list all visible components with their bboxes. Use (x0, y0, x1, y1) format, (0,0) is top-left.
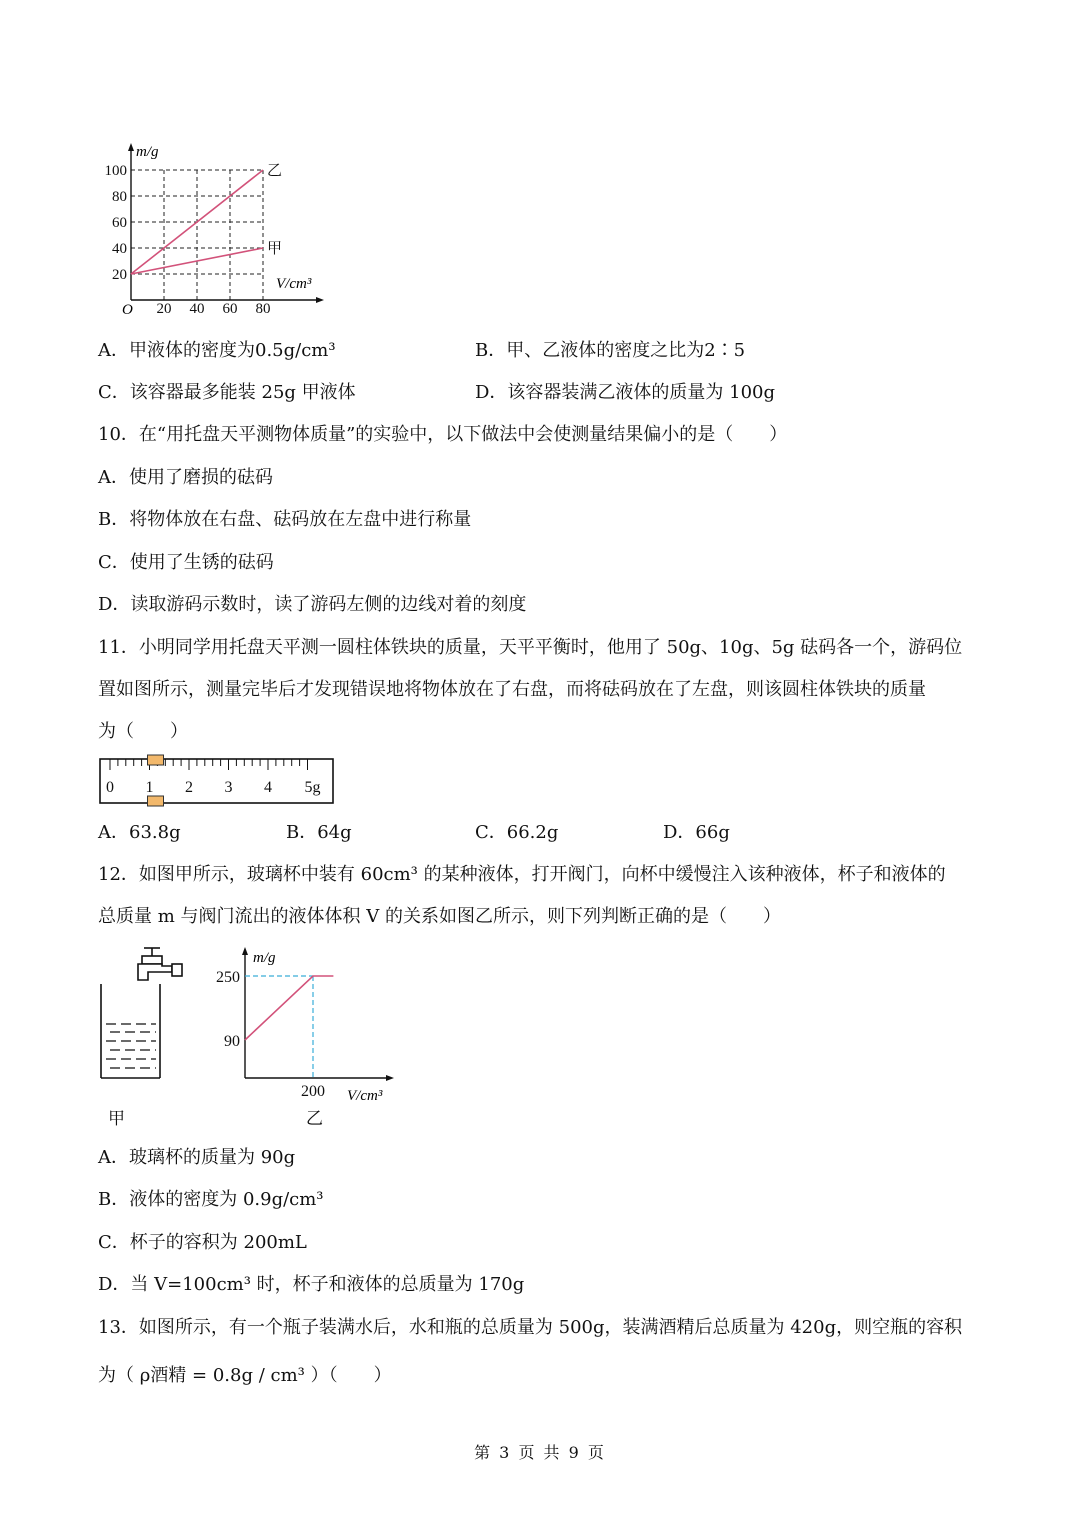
q11-stem-line-2: 置如图所示，测量完毕后才发现错误地将物体放在了右盘，而将砝码放在了左盘，则该圆柱体铁块的质量 (98, 679, 926, 700)
q9-x-tick-label: 40 (189, 301, 205, 317)
q12-mass-volume-chart (200, 944, 405, 1134)
q9-y-tick-label: 60 (112, 215, 127, 231)
q11-ruler-label: 1 (145, 779, 154, 796)
q11-ruler-label: 0 (106, 779, 114, 796)
q9-y-tick-label: 40 (112, 241, 127, 257)
q9-option-b[interactable]: B．甲、乙液体的密度之比为2∶5 (475, 340, 746, 361)
liquid-lines (106, 1024, 156, 1068)
q9-x-tick-label: 20 (156, 301, 172, 317)
q12-x-arrow (386, 1075, 394, 1081)
q10-option-b[interactable]: B．将物体放在右盘、砝码放在左盘中进行称量 (98, 509, 472, 530)
q9-x-label: V/cm³ (276, 276, 312, 292)
q12-option-d[interactable]: D．当 V=100cm³ 时，杯子和液体的总质量为 170g (98, 1274, 525, 1295)
q11-option-d[interactable]: D．66g (663, 822, 730, 843)
q12-y-label: m/g (253, 950, 276, 966)
q11-option-a[interactable]: A．63.8g (98, 822, 181, 843)
q11-ruler-label: 2 (185, 779, 193, 796)
q11-ruler-label: 3 (224, 779, 233, 796)
q10-option-c[interactable]: C．使用了生锈的砝码 (98, 552, 274, 573)
q13-stem-line-2: 为（ ρ酒精 = 0.8g / cm³ ）（ ） (98, 1365, 392, 1386)
q9-x-arrow (316, 297, 324, 303)
q11-option-b[interactable]: B．64g (286, 822, 352, 843)
q9-series-label: 甲 (267, 241, 283, 257)
tap-icon (138, 948, 182, 980)
q12-fig-label-jia: 甲 (108, 1109, 125, 1128)
q9-y-arrow (128, 143, 134, 151)
q10-option-a[interactable]: A．使用了磨损的砝码 (98, 467, 273, 488)
q11-stem-line-1: 11．小明同学用托盘天平测一圆柱体铁块的质量，天平平衡时，他用了 50g、10g、5g 砝码各一个，游码位 (98, 637, 963, 658)
q12-option-c[interactable]: C．杯子的容积为 200mL (98, 1232, 307, 1253)
q9-y-label: m/g (136, 144, 159, 160)
q12-fig-label-yi: 乙 (306, 1109, 323, 1128)
q9-x-tick-label: 60 (222, 301, 238, 317)
q13-stem-line-1: 13．如图所示，有一个瓶子装满水后，水和瓶的总质量为 500g，装满酒精后总质量为 420g，则空瓶的容积 (98, 1317, 963, 1338)
q9-x-tick-label: 80 (255, 301, 271, 317)
q12-x-tick-label: 200 (301, 1083, 325, 1100)
q9-y-tick-label: 20 (112, 267, 127, 283)
q12-option-b[interactable]: B．液体的密度为 0.9g/cm³ (98, 1189, 324, 1210)
q12-y-tick-label: 90 (224, 1033, 240, 1050)
q10-option-d[interactable]: D．读取游码示数时，读了游码左侧的边线对着的刻度 (98, 594, 527, 615)
q12-option-a[interactable]: A．玻璃杯的质量为 90g (98, 1147, 296, 1168)
q9-series-label: 乙 (267, 163, 283, 179)
q10-stem: 10．在“用托盘天平测物体质量”的实验中，以下做法中会使测量结果偏小的是（ ） (98, 424, 788, 445)
q11-ruler-label: 4 (264, 779, 272, 796)
q9-option-a[interactable]: A．甲液体的密度为0.5g/cm³ (98, 340, 336, 361)
q11-rider-bottom (148, 796, 164, 806)
q9-origin: O (122, 302, 133, 318)
q9-option-d[interactable]: D．该容器装满乙液体的质量为 100g (475, 382, 776, 403)
q12-stem-line-2: 总质量 m 与阀门流出的液体体积 V 的关系如图乙所示，则下列判断正确的是（ ） (98, 906, 781, 927)
q11-rider-top (148, 755, 164, 765)
q12-y-arrow (242, 947, 248, 955)
page-footer: 第 3 页 共 9 页 (474, 1443, 606, 1462)
q9-option-c[interactable]: C．该容器最多能装 25g 甲液体 (98, 382, 356, 403)
q11-rider-ruler (98, 754, 338, 808)
glass-cup (101, 984, 160, 1078)
q12-series-line (245, 976, 333, 1040)
q12-y-tick-label: 250 (216, 969, 240, 986)
q12-stem-line-1: 12．如图甲所示，玻璃杯中装有 60cm³ 的某种液体，打开阀门，向杯中缓慢注入该种液体，杯子和液体的 (98, 864, 946, 885)
q11-ruler-label: 5g (304, 779, 321, 796)
q11-option-c[interactable]: C．66.2g (475, 822, 559, 843)
q9-y-tick-label: 100 (104, 163, 127, 179)
q11-stem-line-3: 为（ ） (98, 721, 188, 742)
q9-y-tick-label: 80 (112, 189, 127, 205)
q12-x-label: V/cm³ (347, 1088, 383, 1104)
q9-mass-volume-chart (90, 140, 340, 320)
q12-cup-and-tap-figure (98, 944, 198, 1134)
